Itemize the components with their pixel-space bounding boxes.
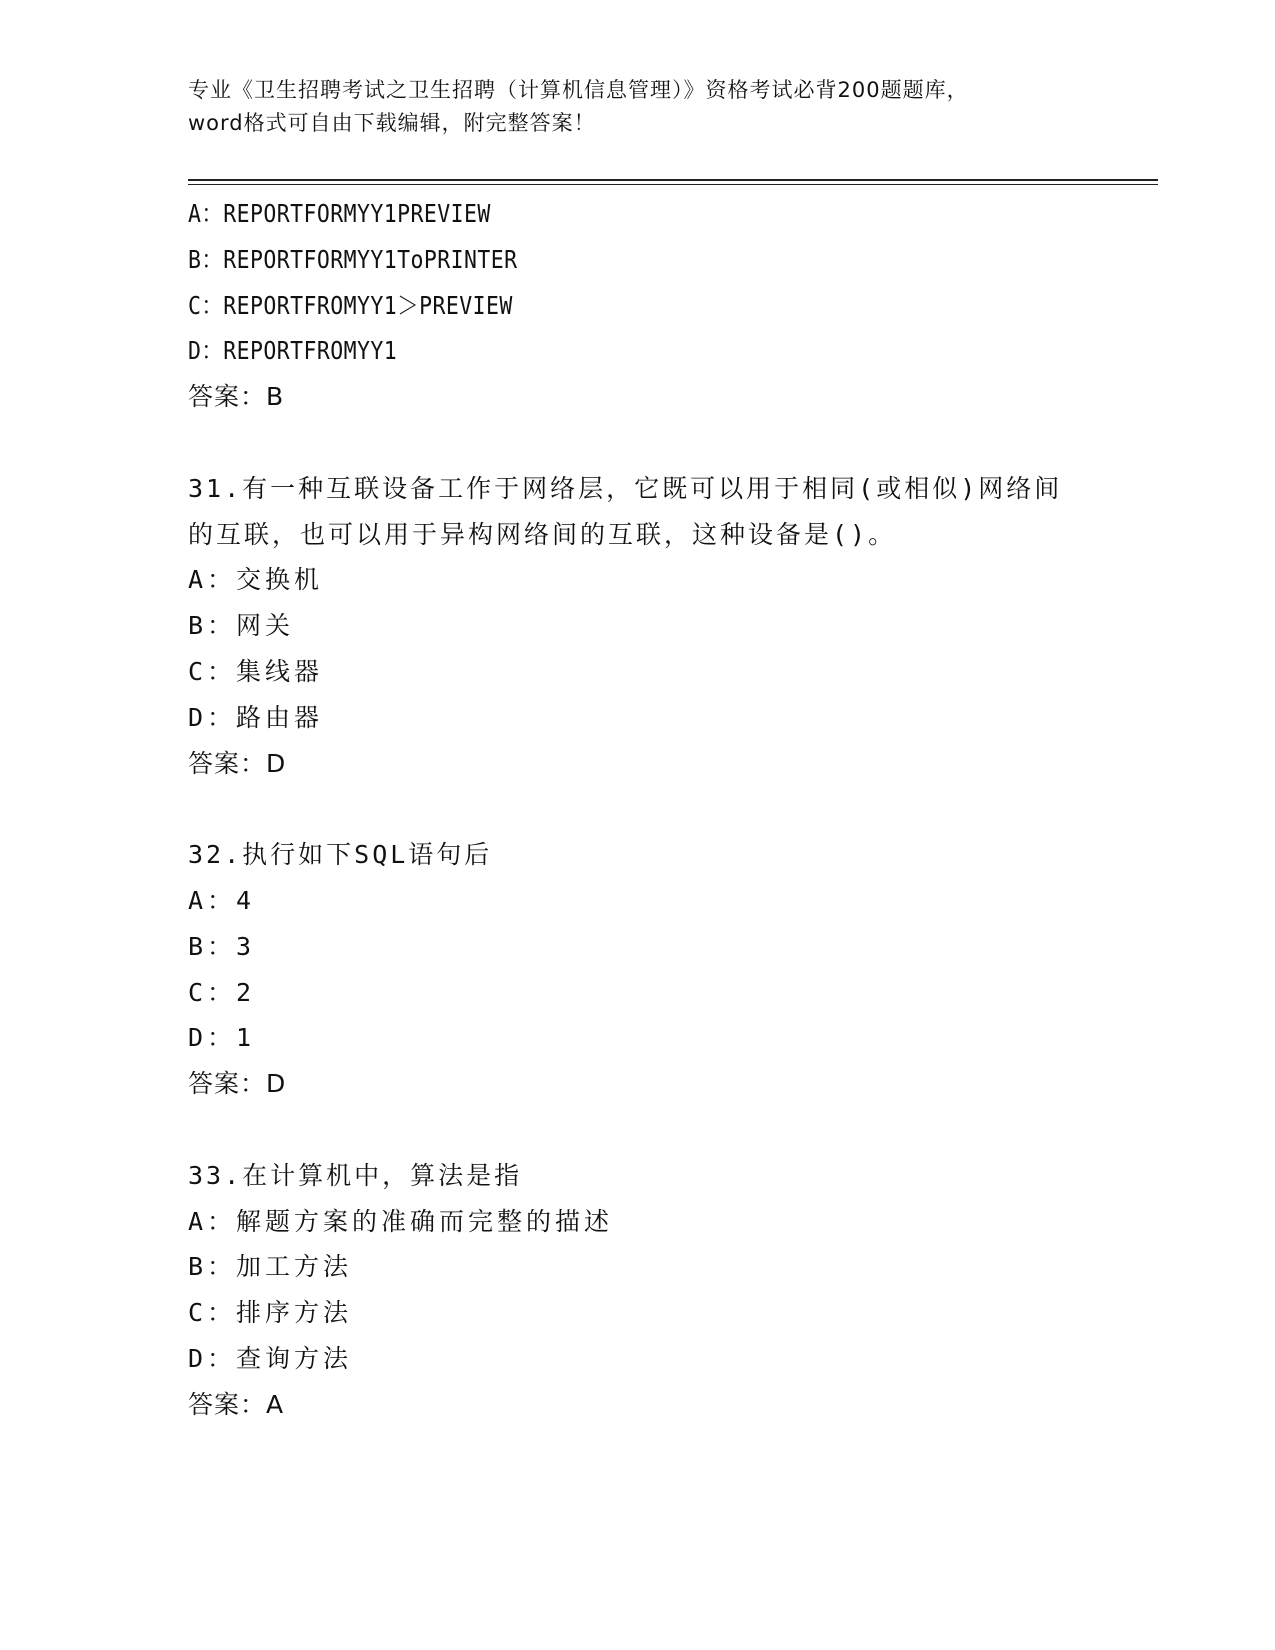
question-32-block — [188, 832, 1148, 1107]
q30-option-d: D：REPORTFROMYY1 — [188, 336, 398, 366]
spacer — [188, 1107, 1148, 1153]
q31-option-d: D：路由器 — [188, 702, 324, 732]
header-divider — [188, 179, 1158, 185]
q31-answer: 答案：D — [188, 748, 287, 778]
question-list — [188, 191, 1148, 1428]
q31-option-b: B：网关 — [188, 611, 295, 641]
header-title-line-1: 专业《卫生招聘考试之卫生招聘（计算机信息管理）》资格考试必背200题题库， — [188, 78, 969, 102]
q33-option-b: B：加工方法 — [188, 1252, 353, 1282]
q30-answer: 答案：B — [188, 382, 285, 412]
q32-option-b: B：3 — [188, 931, 256, 961]
q33-answer: 答案：A — [188, 1389, 285, 1419]
q33-stem: 33.在计算机中，算法是指 — [188, 1160, 523, 1190]
q33-option-c: C：排序方法 — [188, 1298, 353, 1328]
q33-option-d: D：查询方法 — [188, 1343, 353, 1373]
document-header — [188, 74, 1088, 140]
q31-option-c: C：集线器 — [188, 656, 324, 686]
q32-option-c: C：2 — [188, 977, 256, 1007]
question-31-block — [188, 466, 1148, 787]
q31-stem-line-2: 的互联，也可以用于异构网络间的互联，这种设备是()。 — [188, 519, 897, 549]
question-33-block — [188, 1153, 1148, 1428]
q31-option-a: A：交换机 — [188, 565, 324, 595]
q30-option-b: B：REPORTFORMYY1ToPRINTER — [188, 244, 518, 274]
question-30-block — [188, 191, 1148, 420]
spacer — [188, 420, 1148, 466]
q33-option-a: A：解题方案的准确而完整的描述 — [188, 1206, 614, 1236]
q31-stem-line-1: 31.有一种互联设备工作于网络层，它既可以用于相同(或相似)网络间 — [188, 473, 1063, 503]
q32-answer: 答案：D — [188, 1069, 287, 1099]
q30-option-a: A：REPORTFORMYY1PREVIEW — [188, 199, 491, 228]
q32-option-a: A：4 — [188, 885, 256, 915]
q32-stem: 32.执行如下SQL语句后 — [188, 840, 493, 870]
spacer — [188, 786, 1148, 832]
q30-option-c: C：REPORTFROMYY1＞PREVIEW — [188, 290, 513, 320]
q32-option-d: D：1 — [188, 1023, 256, 1053]
header-title-line-2: word格式可自由下载编辑，附完整答案！ — [188, 111, 596, 135]
